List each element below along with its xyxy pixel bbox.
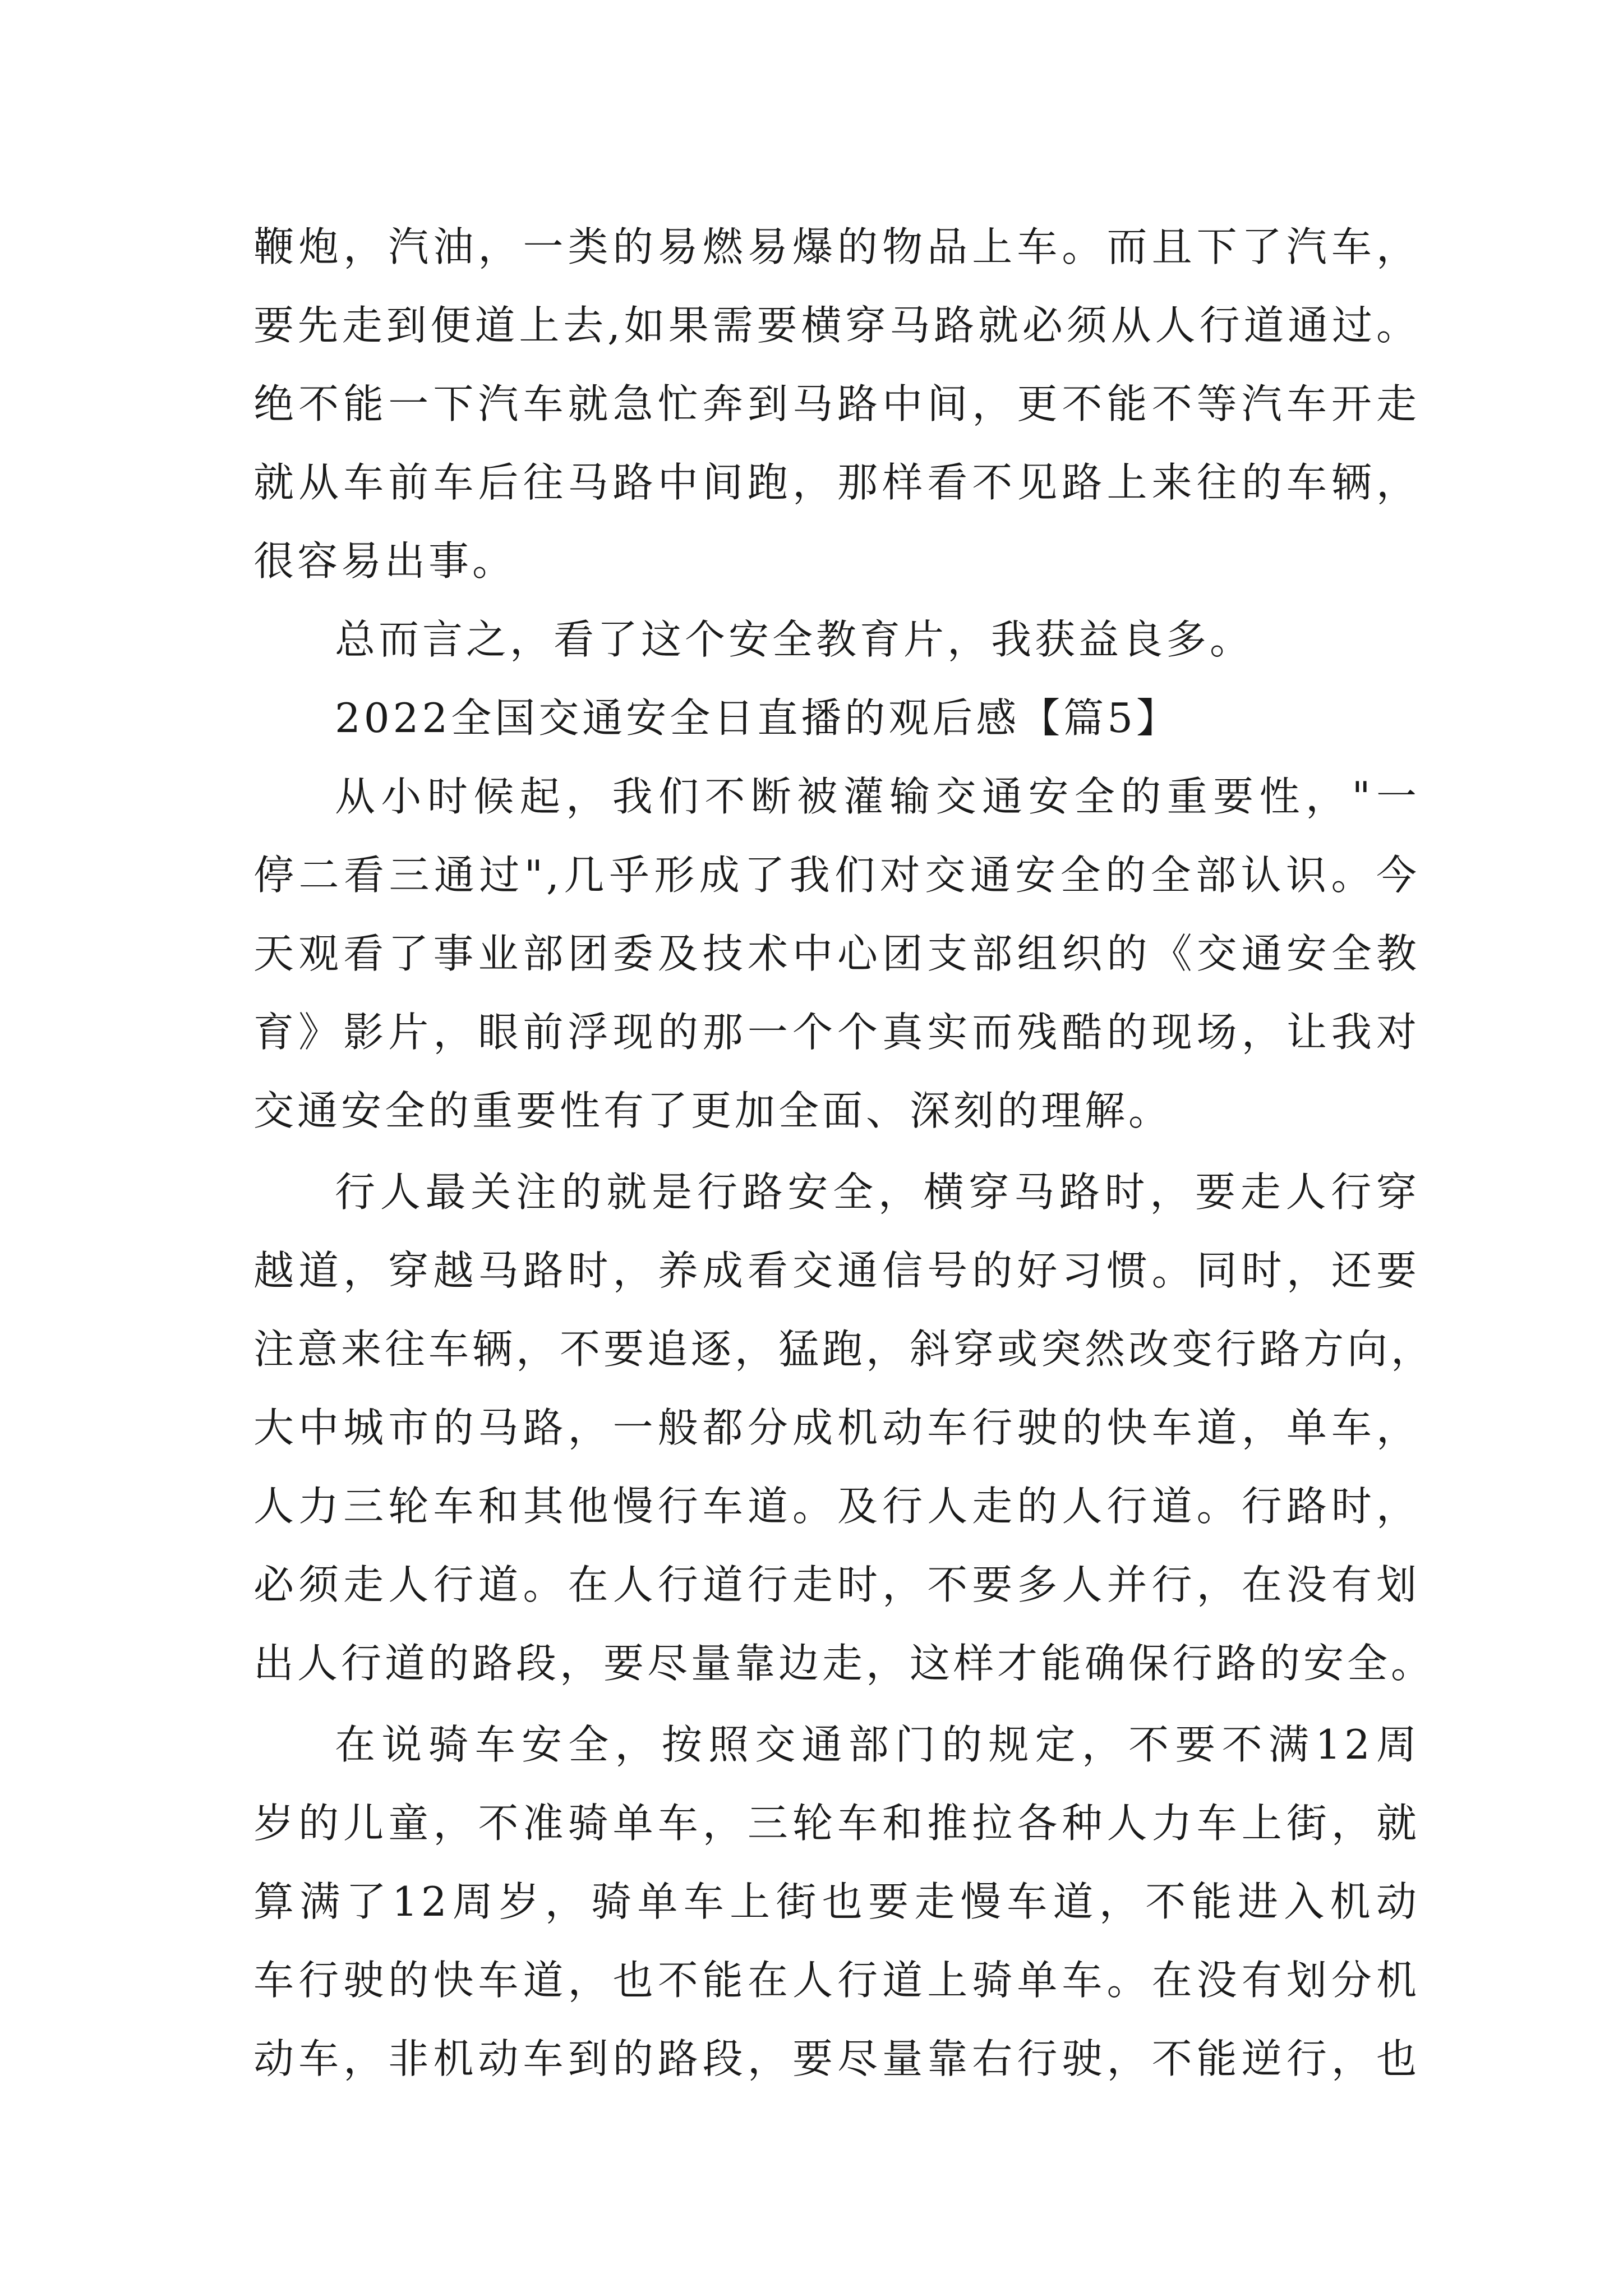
body-line-24: 动车，非机动车到的路段，要尽量靠右行驶，不能逆行，也 <box>253 2035 1420 2082</box>
body-line-13: 行人最关注的就是行路安全，横穿马路时，要走人行穿 <box>335 1168 1420 1216</box>
body-line-5: 很容易出事。 <box>253 537 517 585</box>
paragraph-summary: 总而言之，看了这个安全教育片，我获益良多。 <box>335 616 1254 663</box>
body-line-17: 人力三轮车和其他慢行车道。及行人走的人行道。行路时， <box>253 1483 1420 1530</box>
section-heading: 2022全国交通安全日直播的观后感【篇5】 <box>335 694 1181 742</box>
body-line-18: 必须走人行道。在人行道行走时，不要多人并行，在没有划 <box>253 1561 1420 1608</box>
body-line-19: 出人行道的路段，要尽量靠边走，这样才能确保行路的安全。 <box>253 1640 1435 1687</box>
body-line-8: 从小时候起，我们不断被灌输交通安全的重要性，"一 <box>335 773 1420 820</box>
body-line-9: 停二看三通过",几乎形成了我们对交通安全的全部认识。今 <box>253 852 1420 899</box>
body-line-21: 岁的儿童，不准骑单车，三轮车和推拉各种人力车上街，就 <box>253 1800 1420 1847</box>
body-line-3: 绝不能一下汽车就急忙奔到马路中间，更不能不等汽车开走 <box>253 380 1420 427</box>
body-line-1: 鞭炮，汽油，一类的易燃易爆的物品上车。而且下了汽车， <box>253 223 1420 270</box>
body-line-22: 算满了12周岁，骑单车上街也要走慢车道，不能进入机动 <box>253 1878 1420 1925</box>
body-line-23: 车行驶的快车道，也不能在人行道上骑单车。在没有划分机 <box>253 1957 1420 2004</box>
body-line-2: 要先走到便道上去,如果需要横穿马路就必须从人行道通过。 <box>253 302 1420 349</box>
body-line-12: 交通安全的重要性有了更加全面、深刻的理解。 <box>253 1087 1173 1134</box>
body-line-15: 注意来往车辆，不要追逐，猛跑，斜穿或突然改变行路方向， <box>253 1326 1435 1373</box>
body-line-11: 育》影片，眼前浮现的那一个个真实而残酷的现场，让我对 <box>253 1009 1420 1056</box>
body-line-4: 就从车前车后往马路中间跑，那样看不见路上来往的车辆， <box>253 459 1420 506</box>
body-line-14: 越道，穿越马路时，养成看交通信号的好习惯。同时，还要 <box>253 1247 1420 1294</box>
body-line-20: 在说骑车安全，按照交通部门的规定，不要不满12周 <box>335 1721 1420 1768</box>
body-line-16: 大中城市的马路，一般都分成机动车行驶的快车道，单车， <box>253 1404 1420 1451</box>
body-line-10: 天观看了事业部团委及技术中心团支部组织的《交通安全教 <box>253 930 1420 977</box>
